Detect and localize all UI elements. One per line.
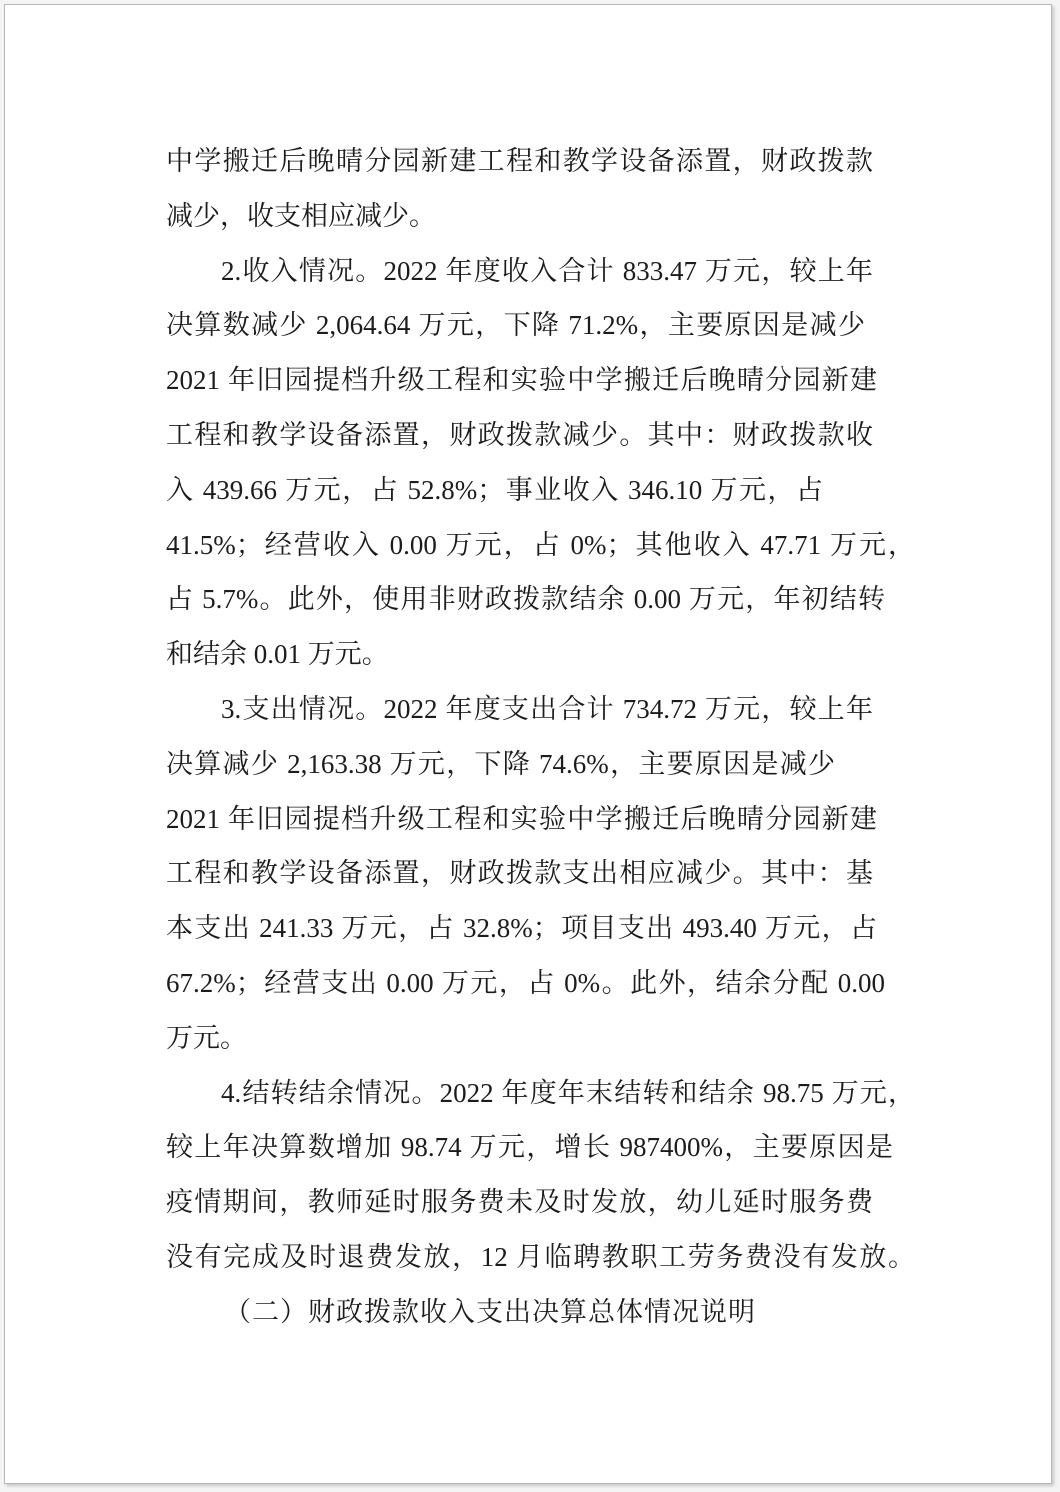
body-text xyxy=(166,134,966,1340)
text-line: 万元。 xyxy=(166,1022,247,1053)
text-line: 入 439.66 万元，占 52.8%；事业收入 346.10 万元，占 xyxy=(166,474,823,505)
text-line: 较上年决算数增加 98.74 万元，增长 987400%，主要原因是 xyxy=(166,1132,893,1163)
text-line: 工程和教学设备添置，财政拨款减少。其中：财政拨款收 xyxy=(166,419,873,450)
text-line: 4.结转结余情况。2022 年度年末结转和结余 98.75 万元， xyxy=(221,1077,915,1108)
text-line: 3.支出情况。2022 年度支出合计 734.72 万元，较上年 xyxy=(221,693,873,724)
text-line: 本支出 241.33 万元，占 32.8%；项目支出 493.40 万元，占 xyxy=(166,913,877,944)
text-line: 没有完成及时退费发放，12 月临聘教职工劳务费没有发放。 xyxy=(166,1241,915,1272)
text-line: 41.5%；经营收入 0.00 万元，占 0%；其他收入 47.71 万元， xyxy=(166,529,915,560)
paragraph-expenditure xyxy=(166,682,966,1066)
document-page xyxy=(4,4,1052,1484)
text-line: 67.2%；经营支出 0.00 万元，占 0%。此外，结余分配 0.00 xyxy=(166,967,885,998)
paragraph-carryover xyxy=(166,1066,966,1285)
section-heading: （二）财政拨款收入支出决算总体情况说明 xyxy=(224,1296,756,1327)
text-line: 减少，收支相应减少。 xyxy=(166,200,436,231)
text-line: 2021 年旧园提档升级工程和实验中学搬迁后晚晴分园新建 xyxy=(166,365,877,396)
text-line: 工程和教学设备添置，财政拨款支出相应减少。其中：基 xyxy=(166,858,873,889)
text-line: 决算数减少 2,064.64 万元，下降 71.2%，主要原因是减少 xyxy=(166,310,865,341)
text-line: 2.收入情况。2022 年度收入合计 833.47 万元，较上年 xyxy=(221,255,873,286)
text-line: 决算减少 2,163.38 万元，下降 74.6%，主要原因是减少 xyxy=(166,748,835,779)
text-line: 疫情期间，教师延时服务费未及时发放，幼儿延时服务费 xyxy=(166,1187,873,1218)
text-line: 2021 年旧园提档升级工程和实验中学搬迁后晚晴分园新建 xyxy=(166,803,877,834)
text-line: 和结余 0.01 万元。 xyxy=(166,639,389,670)
paragraph-income xyxy=(166,244,966,682)
paragraph xyxy=(166,134,966,244)
text-line: 中学搬迁后晚晴分园新建工程和教学设备添置，财政拨款 xyxy=(166,146,873,176)
text-line: 占 5.7%。此外，使用非财政拨款结余 0.00 万元，年初结转 xyxy=(166,584,885,615)
